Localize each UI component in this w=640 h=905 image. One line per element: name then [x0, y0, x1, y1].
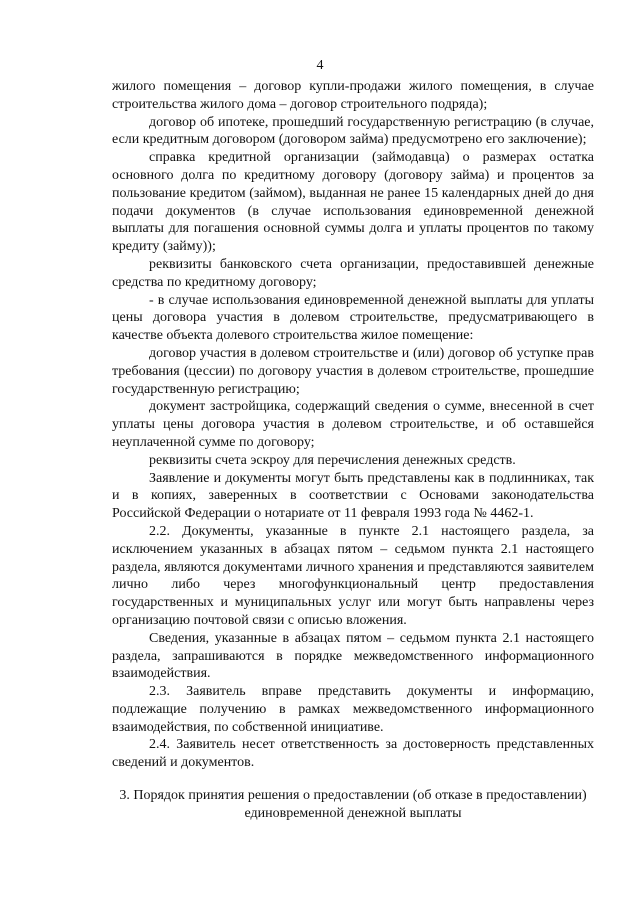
paragraph-bank-details: реквизиты банковского счета организации, предоставившей денежные средства по кредитному договору;: [112, 256, 594, 290]
paragraph-credit-certificate: справка кредитной организации (займодавца) о размерах остатка основного долга по кредитному договору (договору займа) и процентов за пользование кредитом (займом), выданная не ранее 15 календарных дней до дня подачи документов (в случае использования единовременной денежной выплаты для погашения основной суммы долга и уплаты процентов по такому кредиту (займу));: [112, 150, 594, 255]
document-body: [112, 78, 594, 772]
paragraph-developer-document: документ застройщика, содержащий сведения о сумме, внесенной в счет уплаты цены договора участия в долевом строительстве, и об оставшейся неуплаченной сумме по договору;: [112, 399, 594, 450]
paragraph-participation-contract: договор участия в долевом строительстве и (или) договор об уступке прав требования (цессии) по договору участия в долевом строительстве, прошедшие государственную регистрацию;: [112, 345, 594, 397]
paragraph-2-2: 2.2. Документы, указанные в пункте 2.1 настоящего раздела, за исключением указанных в абзацах пятом – седьмом пункта 2.1 настоящего раздела, являются документами личного хранения и представляются заявителем лично либо через многофункциональный центр предоставления государственных и муниципальных услуг или могут быть направлены через организацию почтовой связи с описью вложения.: [112, 523, 594, 628]
page-number: 4: [316, 58, 324, 73]
paragraph-shared-construction-case: - в случае использования единовременной денежной выплаты для уплаты цены договора участия в долевом строительстве, предусматривающего в качестве объекта долевого строительства жилое помещение:: [112, 292, 594, 344]
paragraph-2-4: 2.4. Заявитель несет ответственность за достоверность представленных сведений и документов.: [112, 737, 594, 771]
section-3-heading: [112, 787, 594, 823]
paragraph-2-3: 2.3. Заявитель вправе представить документы и информацию, подлежащие получению в рамках межведомственного информационного взаимодействия, по собственной инициативе.: [112, 684, 594, 735]
paragraph-escrow-details: реквизиты счета эскроу для перечисления денежных средств.: [149, 452, 516, 468]
paragraph-originals-copies: Заявление и документы могут быть представлены как в подлинниках, так и в копиях, заверенных в соответствии с Основами законодательства Российской Федерации о нотариате от 11 февраля 1993 года № 4462-1.: [112, 470, 594, 522]
paragraph-continuation: жилого помещения – договор купли-продажи жилого помещения, в случае строительства жилого дома – договор строительного подряда);: [112, 79, 594, 112]
paragraph-mortgage-contract: договор об ипотеке, прошедший государственную регистрацию (в случае, если кредитным договором (договором займа) предусмотрено его заключение);: [112, 114, 594, 148]
section-3-heading-line-2: единовременной денежной выплаты: [244, 806, 462, 821]
paragraph-interagency-request: Сведения, указанные в абзацах пятом – седьмом пункта 2.1 настоящего раздела, запрашиваются в порядке межведомственного информационного взаимодействия.: [112, 630, 594, 682]
section-3-heading-line-1: 3. Порядок принятия решения о предоставлении (об отказе в предоставлении): [119, 788, 587, 803]
